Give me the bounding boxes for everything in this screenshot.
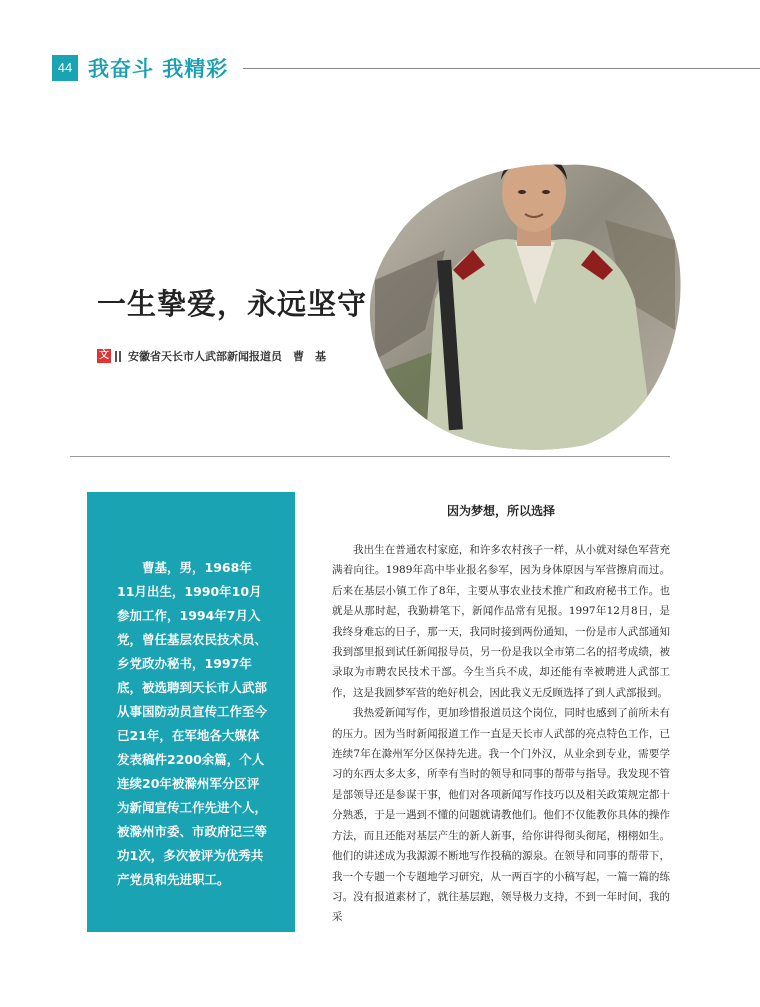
- byline-bar: [119, 351, 121, 362]
- article-paragraph: 我热爱新闻写作，更加珍惜报道员这个岗位，同时也感到了前所未有的压力。因为当时新闻报道工作一直是天长市人武部的亮点特色工作，已连续7年在滁州军分区保持先进。我一个门外汉，从业余到专业，需要学习的东西太多太多，所幸有当时的领导和同事的帮带与指导。我发现不管是部领导还是参谋干事，他们对各项新闻写作技巧以及相关政策规定都十分熟悉，于是一遇到不懂的问题就请教他们。他们不仅能教你具体的操作方法，而且还能对基层产生的新人新事，给你讲得彻头彻尾，栩栩如生。他们的讲述成为我源源不断地写作投稿的源泉。在领导和同事的帮带下，我一个专题一个专题地学习研究，从一两百字的小稿写起，一篇一篇的练习。没有报道素材了，就往基层跑，领导极力支持，不到一年时间，我的采: [332, 707, 670, 924]
- byline-bar: [115, 351, 117, 362]
- page-number: 44: [52, 55, 78, 81]
- page-header: [0, 0, 760, 90]
- article-paragraph: 我出生在普通农村家庭，和许多农村孩子一样，从小就对绿色军营充满着向往。1989年高中毕业报名参军，因为身体原因与军营擦肩而过。后来在基层小镇工作了8年，主要从事农业技术推广和政府秘书工作。也就是从那时起，我勤耕笔下，新闻作品常有见报。1997年12月8日，是我终身难忘的日子，那一天，我同时接到两份通知，一份是市人武部通知我到部里报到试任新闻报导员，另一份是我以全市第二名的招考成绩，被录取为市聘农民技术干部。今生当兵不成，却还能有幸被聘进人武部工作，这是我圆梦军营的绝好机会，因此我义无反顾选择了到人武部报到。: [332, 544, 670, 699]
- section-title: 我奋斗 我精彩: [88, 57, 229, 81]
- author-photo: [355, 130, 685, 455]
- byline-author: 安徽省天长市人武部新闻报道员 曹 基: [128, 350, 326, 363]
- byline-mark: 文: [99, 350, 109, 361]
- article-body: [332, 540, 670, 928]
- section-divider: [70, 456, 670, 457]
- byline: [97, 348, 326, 364]
- author-bio: 曹基，男，1968年11月出生，1990年10月参加工作，1994年7月入党，曾任基层农民技术员、乡党政办秘书，1997年底，被选聘到天长市人武部从事国防动员宣传工作至今已21年，在军地各大媒体发表稿件2200余篇，个人连续20年被滁州军分区评为新闻宣传工作先进个人，被滁州市委、市政府记三等功1次，多次被评为优秀共产党员和先进职工。: [117, 560, 268, 887]
- article-title: 一生挚爱，永远坚守: [97, 287, 368, 321]
- header-rule: [243, 68, 760, 69]
- article-subheading: 因为梦想，所以选择: [446, 504, 555, 518]
